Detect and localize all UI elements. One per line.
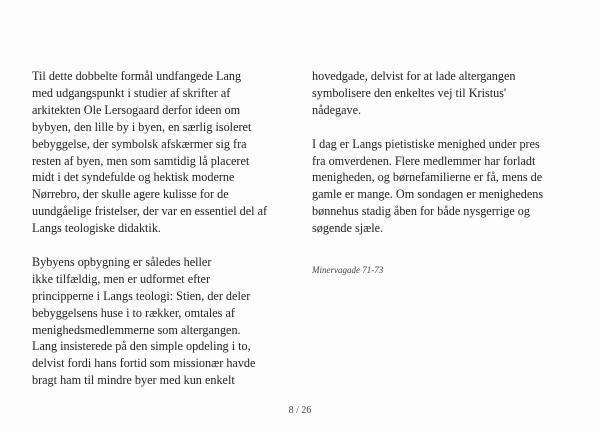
text-line: fra omverdenen. Flere medlemmer har forladt xyxy=(312,153,536,168)
paragraph-spacer xyxy=(312,119,574,136)
paragraph-spacer xyxy=(312,237,574,254)
text-line: principperne i Langs teologi: Stien, der deler xyxy=(32,288,251,303)
paragraph-left-2 xyxy=(32,254,284,389)
right-column xyxy=(312,68,574,279)
text-line: bebyggelsens huse i to rækker, omtales af xyxy=(32,305,235,320)
text-line: søgende sjæle. xyxy=(312,221,384,236)
text-line: Nørrebro, der skulle agere kulisse for de xyxy=(32,187,229,202)
text-line: menigheden, og børnefamilierne er få, mens de xyxy=(312,170,543,185)
text-line: midt i det syndefulde og hektisk moderne xyxy=(32,170,235,185)
text-line: Lang insisterede på den simple opdeling i to, xyxy=(32,339,251,354)
text-line: ikke tilfældig, men er udformet efter xyxy=(32,271,211,286)
text-line: bønnehus stadig åben for både nysgerrige og xyxy=(312,204,530,219)
text-line: nådegave. xyxy=(312,102,362,117)
text-line: bragt ham til mindre byer med kun enkelt xyxy=(32,373,235,388)
text-line: arkitekten Ole Lersogaard derfor ideen om xyxy=(32,102,241,117)
paragraph-right-1 xyxy=(312,68,574,119)
text-line: symbolisere den enkeltes vej til Kristus' xyxy=(312,85,507,100)
image-caption: Minervagade 71-73 xyxy=(312,264,384,275)
paragraph-spacer xyxy=(32,237,284,254)
text-line: hovedgade, delvist for at lade altergangen xyxy=(312,69,516,83)
text-line: bebyggelse, der symbolsk afskærmer sig fra xyxy=(32,136,247,151)
text-line: gamle er mange. Om sondagen er menighedens xyxy=(312,187,544,202)
text-line: Bybyens opbygning er således heller xyxy=(32,254,212,269)
text-line: bybyen, den lille by i byen, en særlig isoleret xyxy=(32,119,252,134)
left-column xyxy=(32,68,284,389)
text-line: resten af byen, men som samtidig lå placeret xyxy=(32,153,250,168)
text-line: I dag er Langs pietistiske menighed under pres xyxy=(312,136,540,151)
text-line: delvist fordi hans fortid som missionær havde xyxy=(32,356,256,371)
text-line: menighedsmedlemmerne som altergangen. xyxy=(32,322,241,337)
text-line: Langs teologiske didaktik. xyxy=(32,221,161,236)
paragraph-right-2 xyxy=(312,136,574,237)
paragraph-left-1 xyxy=(32,68,284,237)
text-line: Til dette dobbelte formål undfangede Lang xyxy=(32,69,242,83)
text-line: uundgåelige fristelser, der var en essentiel del af xyxy=(32,204,268,219)
page-indicator: 8 / 26 xyxy=(288,405,312,416)
text-line: med udgangspunkt i studier af skrifter af xyxy=(32,85,231,100)
